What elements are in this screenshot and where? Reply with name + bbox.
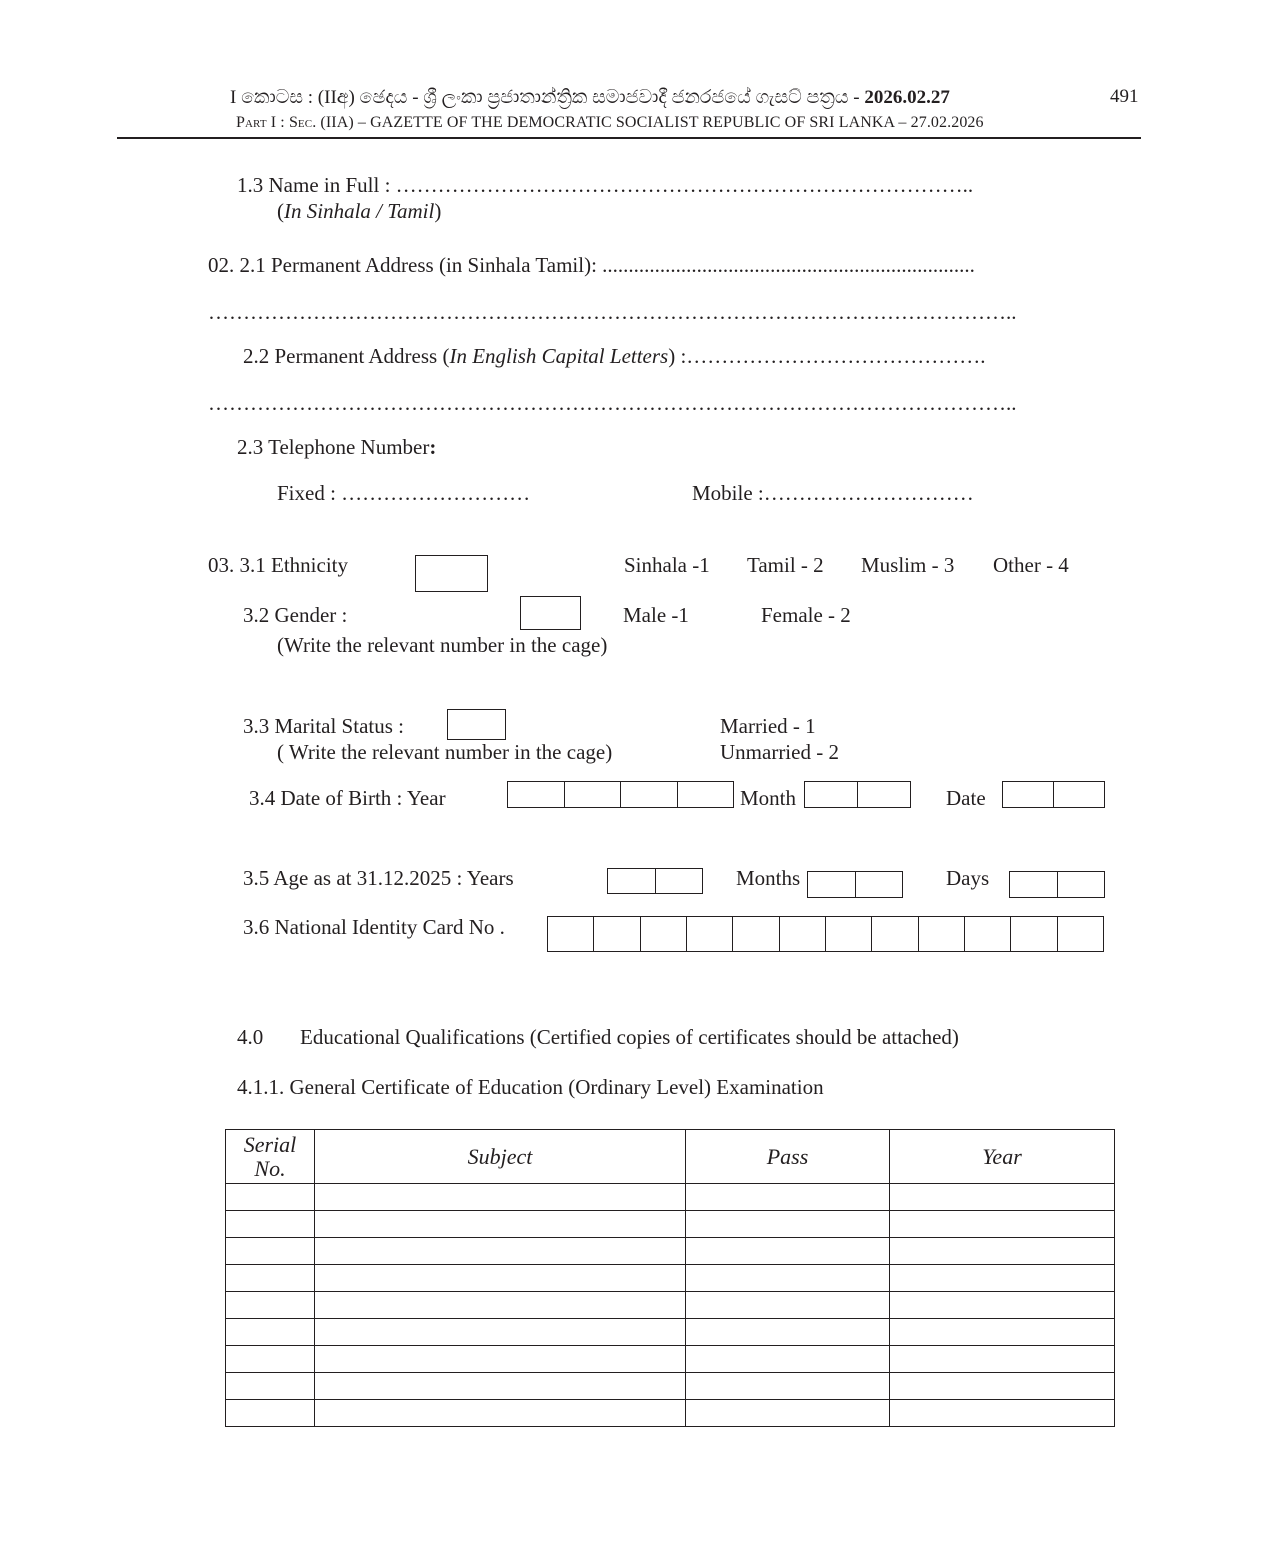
age-years-cell[interactable] bbox=[655, 869, 703, 893]
ethnicity-label: 03. 3.1 Ethnicity bbox=[208, 553, 348, 577]
table-header-row bbox=[226, 1130, 1115, 1184]
col-subject: Subject bbox=[315, 1130, 686, 1184]
page-number: 491 bbox=[1110, 86, 1139, 107]
permanent-address-english-line2[interactable]: …………………………………………………………………………………………………….. bbox=[208, 391, 1017, 415]
dob-month-label: Month bbox=[740, 786, 797, 810]
table-row bbox=[226, 1211, 1115, 1238]
year-cell[interactable] bbox=[890, 1292, 1115, 1319]
age-months-cell[interactable] bbox=[808, 872, 855, 897]
nic-label: 3.6 National Identity Card No . bbox=[243, 915, 505, 939]
year-cell[interactable] bbox=[890, 1373, 1115, 1400]
age-days-cell[interactable] bbox=[1010, 872, 1057, 897]
age-years-cell[interactable] bbox=[608, 869, 655, 893]
year-cell[interactable] bbox=[890, 1265, 1115, 1292]
serial-cell[interactable] bbox=[226, 1373, 315, 1400]
header-part-number: I : bbox=[270, 114, 285, 131]
dob-year-cell[interactable] bbox=[620, 782, 677, 807]
header-sec-label: Sec. bbox=[288, 114, 317, 131]
address-english-suffix: ) :……………………………………. bbox=[668, 344, 986, 368]
age-years-cells[interactable] bbox=[607, 868, 703, 894]
gender-option-male: Male -1 bbox=[623, 603, 689, 627]
nic-cell[interactable] bbox=[593, 917, 639, 951]
age-days-cell[interactable] bbox=[1057, 872, 1105, 897]
nic-cell[interactable] bbox=[779, 917, 825, 951]
pass-cell[interactable] bbox=[686, 1400, 890, 1427]
table-body bbox=[226, 1184, 1115, 1427]
subject-cell[interactable] bbox=[315, 1319, 686, 1346]
name-language-italic: In Sinhala / Tamil bbox=[284, 199, 435, 223]
section-4-number: 4.0 bbox=[237, 1025, 264, 1049]
table-row bbox=[226, 1184, 1115, 1211]
table-row bbox=[226, 1238, 1115, 1265]
dob-month-cell[interactable] bbox=[857, 782, 910, 807]
year-cell[interactable] bbox=[890, 1184, 1115, 1211]
table-row bbox=[226, 1319, 1115, 1346]
paren-close: ) bbox=[434, 199, 442, 223]
permanent-address-english-field[interactable] bbox=[243, 346, 986, 367]
permanent-address-sinhala-line2[interactable]: …………………………………………………………………………………………………….. bbox=[208, 300, 1017, 324]
address-english-prefix: 2.2 Permanent Address ( bbox=[243, 344, 450, 368]
pass-cell[interactable] bbox=[686, 1292, 890, 1319]
marital-status-label: 3.3 Marital Status : bbox=[243, 714, 404, 738]
paren-open: ( bbox=[277, 199, 284, 223]
name-language-note bbox=[277, 201, 441, 222]
educational-qualifications-heading: Educational Qualifications (Certified copies of certificates should be attached) bbox=[300, 1025, 959, 1049]
col-pass: Pass bbox=[686, 1130, 890, 1184]
table-row bbox=[226, 1292, 1115, 1319]
gazette-header-english bbox=[236, 115, 984, 131]
year-cell[interactable] bbox=[890, 1238, 1115, 1265]
telephone-number-heading bbox=[237, 437, 436, 458]
marital-option-unmarried: Unmarried - 2 bbox=[720, 740, 839, 764]
date-of-birth-label: 3.4 Date of Birth : Year bbox=[249, 786, 446, 810]
telephone-colon: : bbox=[429, 435, 437, 459]
ethnicity-cage[interactable] bbox=[415, 555, 488, 592]
pass-cell[interactable] bbox=[686, 1373, 890, 1400]
ethnicity-option-tamil: Tamil - 2 bbox=[747, 553, 824, 577]
serial-cell[interactable] bbox=[226, 1184, 315, 1211]
nic-cell[interactable] bbox=[548, 917, 593, 951]
header-rule bbox=[117, 137, 1141, 139]
ol-exam-heading: 4.1.1. General Certificate of Education (Ordinary Level) Examination bbox=[237, 1075, 824, 1099]
age-months-cells[interactable] bbox=[807, 871, 903, 898]
serial-cell[interactable] bbox=[226, 1319, 315, 1346]
nic-cell[interactable] bbox=[686, 917, 732, 951]
dob-month-cells[interactable] bbox=[804, 781, 911, 808]
header-date: 2026.02.27 bbox=[864, 87, 950, 108]
age-months-label: Months bbox=[736, 866, 801, 890]
gazette-header-sinhala bbox=[230, 88, 950, 107]
marital-status-cage[interactable] bbox=[447, 709, 506, 740]
fixed-phone-field[interactable]: Fixed : ……………………… bbox=[277, 481, 531, 505]
dob-date-cells[interactable] bbox=[1002, 781, 1105, 808]
table-row bbox=[226, 1265, 1115, 1292]
nic-cell[interactable] bbox=[964, 917, 1010, 951]
header-title-english: (IIA) – GAZETTE OF THE DEMOCRATIC SOCIALIST REPUBLIC OF SRI LANKA – 27.02.2026 bbox=[320, 114, 984, 131]
subject-cell[interactable] bbox=[315, 1184, 686, 1211]
gender-cage[interactable] bbox=[520, 596, 581, 630]
pass-cell[interactable] bbox=[686, 1346, 890, 1373]
subject-cell[interactable] bbox=[315, 1400, 686, 1427]
ol-results-table bbox=[225, 1129, 1115, 1427]
ethnicity-option-sinhala: Sinhala -1 bbox=[624, 553, 710, 577]
year-cell[interactable] bbox=[890, 1211, 1115, 1238]
header-sinhala-title: I කොටස : (IIඅ) ඡෙදය - ශ්‍රී ලංකා ප්‍රජාතාන්ත්‍රික සමාජවාදී ජනරජයේ ගැසට් පත්‍රය - bbox=[230, 87, 860, 108]
pass-cell[interactable] bbox=[686, 1319, 890, 1346]
dob-year-cell[interactable] bbox=[677, 782, 734, 807]
dob-date-cell[interactable] bbox=[1053, 782, 1104, 807]
serial-cell[interactable] bbox=[226, 1211, 315, 1238]
pass-cell[interactable] bbox=[686, 1238, 890, 1265]
ethnicity-option-muslim: Muslim - 3 bbox=[861, 553, 955, 577]
serial-cell[interactable] bbox=[226, 1346, 315, 1373]
pass-cell[interactable] bbox=[686, 1184, 890, 1211]
dob-year-cells[interactable] bbox=[507, 781, 734, 808]
dob-date-cell[interactable] bbox=[1003, 782, 1053, 807]
col-serial-no: Serial No. bbox=[226, 1130, 315, 1184]
dob-date-label: Date bbox=[946, 786, 986, 810]
name-in-full-field[interactable]: 1.3 Name in Full : ……………………………………………………………………….. bbox=[237, 173, 974, 197]
telephone-label: 2.3 Telephone Number bbox=[237, 435, 430, 459]
dob-month-cell[interactable] bbox=[805, 782, 857, 807]
gender-instruction: (Write the relevant number in the cage) bbox=[277, 633, 608, 657]
year-cell[interactable] bbox=[890, 1346, 1115, 1373]
marital-option-married: Married - 1 bbox=[720, 714, 816, 738]
age-label: 3.5 Age as at 31.12.2025 : Years bbox=[243, 866, 514, 890]
year-cell[interactable] bbox=[890, 1319, 1115, 1346]
age-days-cells[interactable] bbox=[1009, 871, 1105, 898]
nic-cell[interactable] bbox=[1010, 917, 1056, 951]
permanent-address-sinhala-field[interactable]: 02. 2.1 Permanent Address (in Sinhala Tamil): ....................................................................... bbox=[208, 253, 975, 277]
nic-cell[interactable] bbox=[640, 917, 686, 951]
year-cell[interactable] bbox=[890, 1400, 1115, 1427]
gender-label: 3.2 Gender : bbox=[243, 603, 348, 627]
serial-cell[interactable] bbox=[226, 1238, 315, 1265]
table-row bbox=[226, 1400, 1115, 1427]
nic-cell[interactable] bbox=[871, 917, 917, 951]
nic-cell[interactable] bbox=[732, 917, 778, 951]
header-part-label: Part bbox=[236, 114, 267, 131]
address-english-italic: In English Capital Letters bbox=[449, 344, 669, 368]
subject-cell[interactable] bbox=[315, 1238, 686, 1265]
subject-cell[interactable] bbox=[315, 1265, 686, 1292]
serial-cell[interactable] bbox=[226, 1400, 315, 1427]
mobile-phone-field[interactable]: Mobile :………………………… bbox=[692, 481, 974, 505]
subject-cell[interactable] bbox=[315, 1292, 686, 1319]
serial-cell[interactable] bbox=[226, 1265, 315, 1292]
ethnicity-option-other: Other - 4 bbox=[993, 553, 1069, 577]
nic-cell[interactable] bbox=[825, 917, 871, 951]
nic-cell[interactable] bbox=[918, 917, 964, 951]
dob-year-cell[interactable] bbox=[564, 782, 621, 807]
nic-cells[interactable] bbox=[547, 916, 1104, 952]
marital-instruction: ( Write the relevant number in the cage) bbox=[277, 740, 613, 764]
age-months-cell[interactable] bbox=[855, 872, 903, 897]
gender-option-female: Female - 2 bbox=[761, 603, 851, 627]
table-row bbox=[226, 1373, 1115, 1400]
age-days-label: Days bbox=[946, 866, 990, 890]
table-row bbox=[226, 1346, 1115, 1373]
pass-cell[interactable] bbox=[686, 1211, 890, 1238]
serial-cell[interactable] bbox=[226, 1292, 315, 1319]
dob-year-cell[interactable] bbox=[508, 782, 564, 807]
subject-cell[interactable] bbox=[315, 1211, 686, 1238]
nic-cell[interactable] bbox=[1057, 917, 1103, 951]
pass-cell[interactable] bbox=[686, 1265, 890, 1292]
col-year: Year bbox=[890, 1130, 1115, 1184]
subject-cell[interactable] bbox=[315, 1346, 686, 1373]
subject-cell[interactable] bbox=[315, 1373, 686, 1400]
